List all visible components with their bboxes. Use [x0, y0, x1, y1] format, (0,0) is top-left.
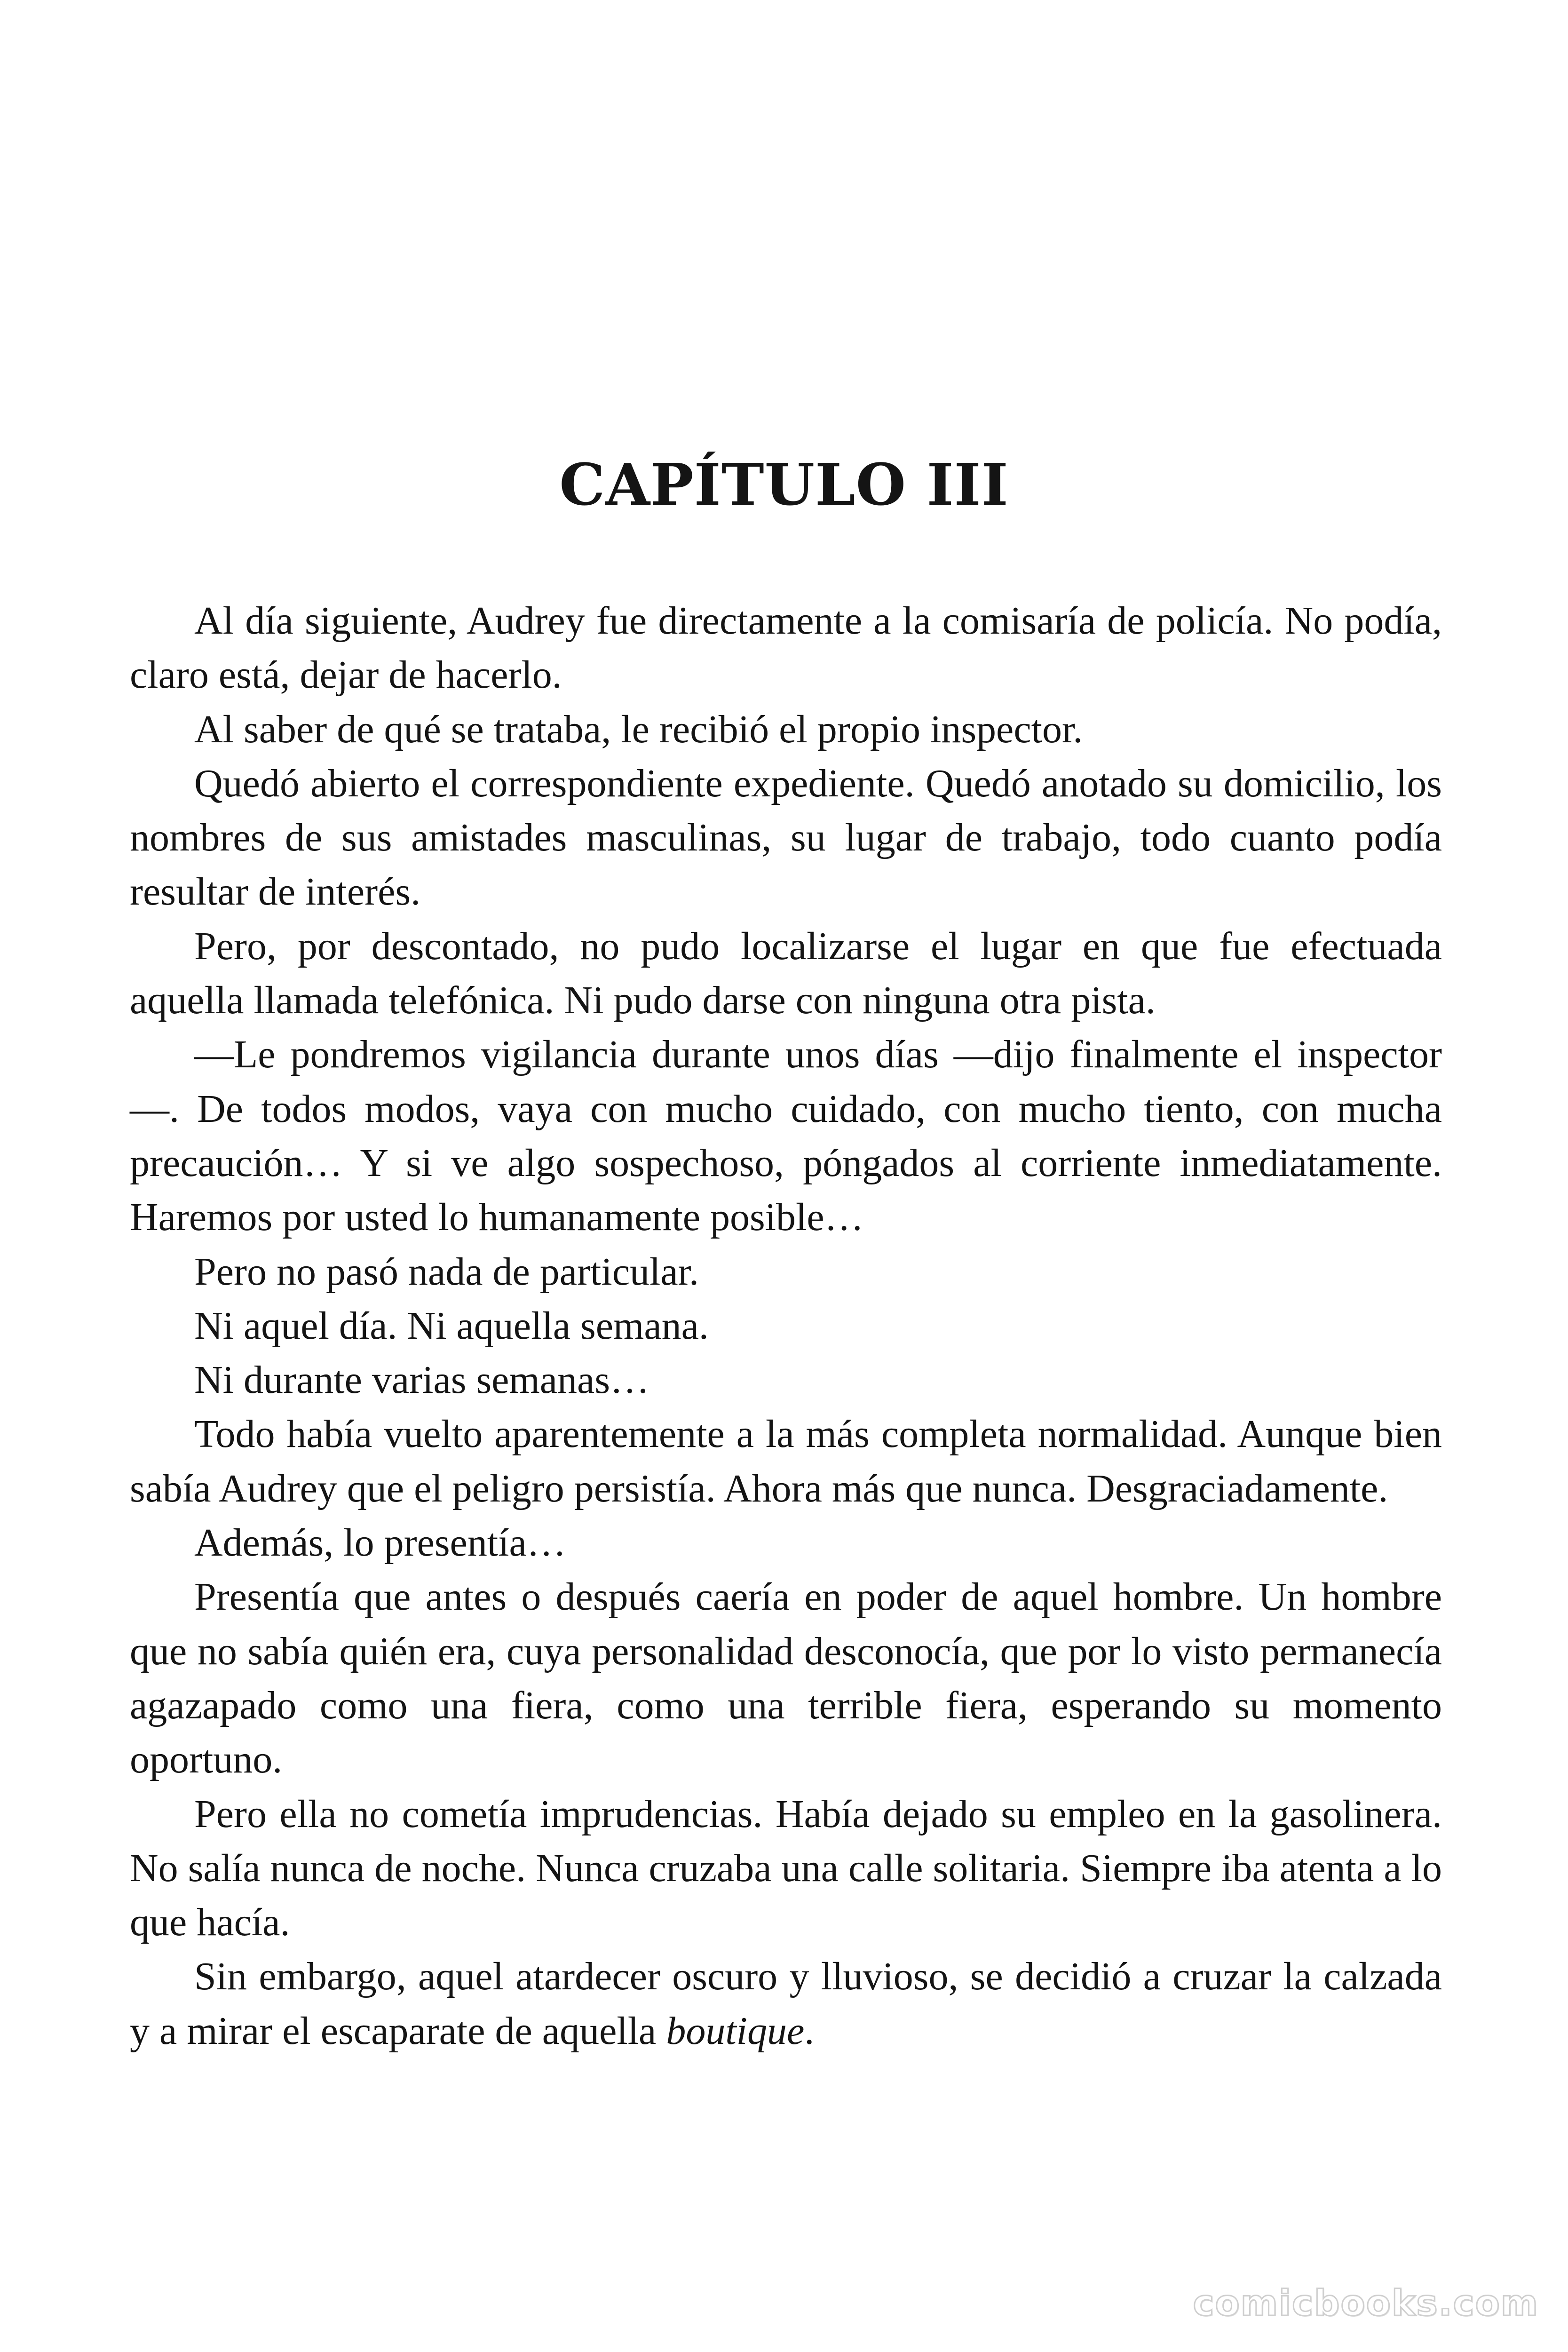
italic-word: boutique [666, 2009, 805, 2053]
paragraph-1: Al día siguiente, Audrey fue directamente a la comisaría de policía. No podía, claro está, dejar de hacerlo. [130, 599, 1442, 697]
paragraph-13 [130, 1949, 1442, 2058]
chapter-title: CAPÍTULO III [559, 451, 1009, 518]
paragraph-4: Pero, por descontado, no pudo localizarse el lugar en que fue efectuada aquella llamada telefónica. Ni pudo darse con ninguna otra pista. [130, 924, 1442, 1023]
paragraph-3: Quedó abierto el correspondiente expediente. Quedó anotado su domicilio, los nombres de sus amistades masculinas, su lugar de trabajo, todo cuanto podía resultar de interés. [130, 761, 1442, 914]
paragraph-11: Presentía que antes o después caería en poder de aquel hombre. Un hombre que no sabía quién era, cuya personalidad desconocía, que por lo visto permanecía agazapado como una fiera, como una terrible fiera, esperando su momento oportuno. [130, 1575, 1442, 1782]
paragraph-6: Pero no pasó nada de particular. [194, 1249, 699, 1294]
paragraph-5: —Le pondremos vigilancia durante unos días —dijo finalmente el inspector—. De todos modos, vaya con mucho cuidado, con mucho tiento, con mucha precaución… Y si ve algo sospechoso, póngados al corriente inmediatamente. Haremos por usted lo humanamente posible… [130, 1033, 1442, 1240]
paragraph-9: Todo había vuelto aparentemente a la más completa normalidad. Aunque bien sabía Audrey que el peligro persistía. Ahora más que nunca. Desgraciadamente. [130, 1412, 1442, 1510]
paragraph-7: Ni aquel día. Ni aquella semana. [194, 1303, 709, 1348]
chapter-body [130, 594, 1442, 2058]
paragraph-10: Además, lo presentía… [194, 1521, 566, 1565]
watermark-logo: comicbooks.com [1193, 2282, 1539, 2324]
paragraph-8: Ni durante varias semanas… [194, 1358, 650, 1402]
paragraph-13-end: . [804, 2009, 815, 2053]
paragraph-13-text: Sin embargo, aquel atardecer oscuro y lluvioso, se decidió a cruzar la calzada y a mirar el escaparate de aquella [130, 1955, 1442, 2053]
paragraph-2: Al saber de qué se trataba, le recibió el propio inspector. [194, 707, 1083, 751]
paragraph-12: Pero ella no cometía imprudencias. Había dejado su empleo en la gasolinera. No salía nunca de noche. Nunca cruzaba una calle solitaria. Siempre iba atenta a lo que hacía. [130, 1792, 1442, 1945]
